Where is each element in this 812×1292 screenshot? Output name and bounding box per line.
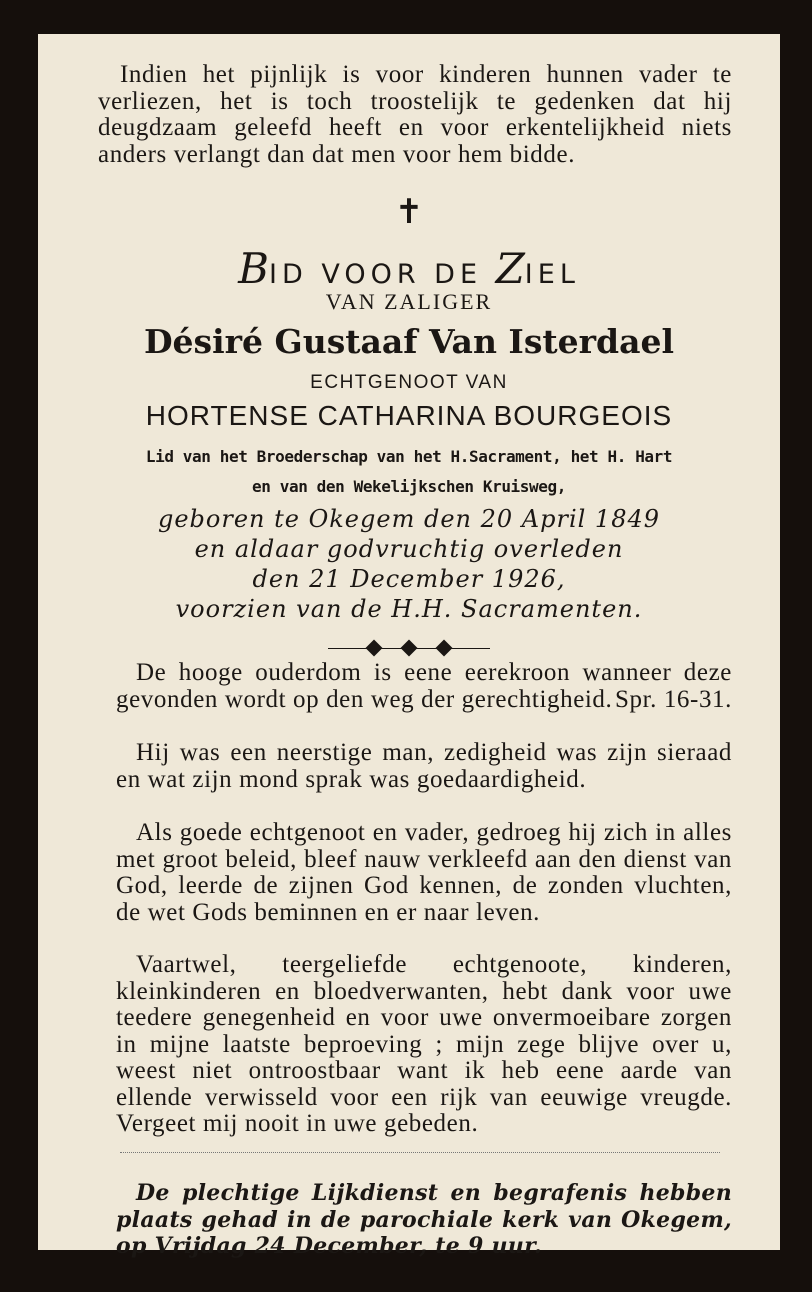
biography-line-2: en aldaar godvruchtig overleden <box>194 535 624 563</box>
prayer-heading-initial-z: Z <box>495 244 525 293</box>
membership-line-2: en van den Wekelijkschen Kruisweg, <box>252 477 566 496</box>
prayer-heading-initial-b: B <box>238 244 269 293</box>
cross-icon: ✝ <box>394 192 424 232</box>
paragraph-farewell: Vaartwel, teergeliefde echtgenoote, kinderen, kleinkinderen en bloedverwanten, hebt dank voor uwe teedere genegenheid en voor uwe onvermoeibare zorgen in mijne laatste beproeving ; mijn zege blijve over u, weest niet ontroostbaar want ik heb eene aarde van ellende verwisseld voor een rijk van eeuwige vreugde. Vergeet mij nooit in uwe gebeden. <box>116 951 732 1137</box>
divider-diamond <box>401 640 418 657</box>
scripture-reference: Spr. 16-31. <box>614 685 732 713</box>
closing-divider <box>120 1152 720 1153</box>
membership-text <box>38 442 780 502</box>
memorial-card <box>38 34 780 1259</box>
paragraph-character: Hij was een neerstige man, zedigheid was zijn sieraad en wat zijn mond sprak was goedaardigheid. <box>116 739 732 793</box>
spouse-name: HORTENSE CATHARINA BOURGEOIS <box>145 400 673 431</box>
van-zaliger-label: VAN ZALIGER <box>325 289 493 314</box>
biography-line-3: den 21 December 1926, <box>252 565 566 593</box>
prayer-heading-end: IEL <box>524 259 580 290</box>
paragraph-husband: Als goede echtgenoot en vader, gedroeg hij zich in alles met groot beleid, bleef nauw verkleefd aan den dienst van God, leerde de zijnen God kennen, de zonden vluchten, de wet Gods beminnen en er naar leven. <box>116 819 732 926</box>
divider-diamond <box>366 640 383 657</box>
paragraph-honour-text: De hooge ouderdom is eene eerekroon wanneer deze gevonden wordt op den weg der gerechtigheid. <box>116 659 732 713</box>
biography-line-1: geboren te Okegem den 20 April 1849 <box>157 505 661 533</box>
biography-text <box>38 504 780 624</box>
prayer-heading <box>38 244 780 293</box>
intro-paragraph: Indien het pijnlijk is voor kinderen hunnen vader te verliezen, het is toch troostelijk te gedenken dat hij deugdzaam geleefd heeft en voor erkentelijkheid niets anders verlangt dan dat men voor hem bidde. <box>98 61 732 168</box>
funeral-notice: De plechtige Lijkdienst en begrafenis hebben plaats gehad in de parochiale kerk van Okegem, op Vrijdag 24 December, te 9 uur. <box>116 1180 732 1259</box>
paragraph-honour <box>116 660 732 713</box>
biography-line-4: voorzien van de H.H. Sacramenten. <box>175 595 643 623</box>
prayer-heading-middle: ID VOOR DE <box>268 259 496 290</box>
divider-diamond <box>436 640 453 657</box>
ornament-divider <box>328 642 490 656</box>
membership-line-1: Lid van het Broederschap van het H.Sacrament, het H. Hart <box>145 447 673 466</box>
deceased-name: Désiré Gustaaf Van Isterdael <box>143 322 675 361</box>
spouse-label: ECHTGENOOT VAN <box>310 372 508 393</box>
